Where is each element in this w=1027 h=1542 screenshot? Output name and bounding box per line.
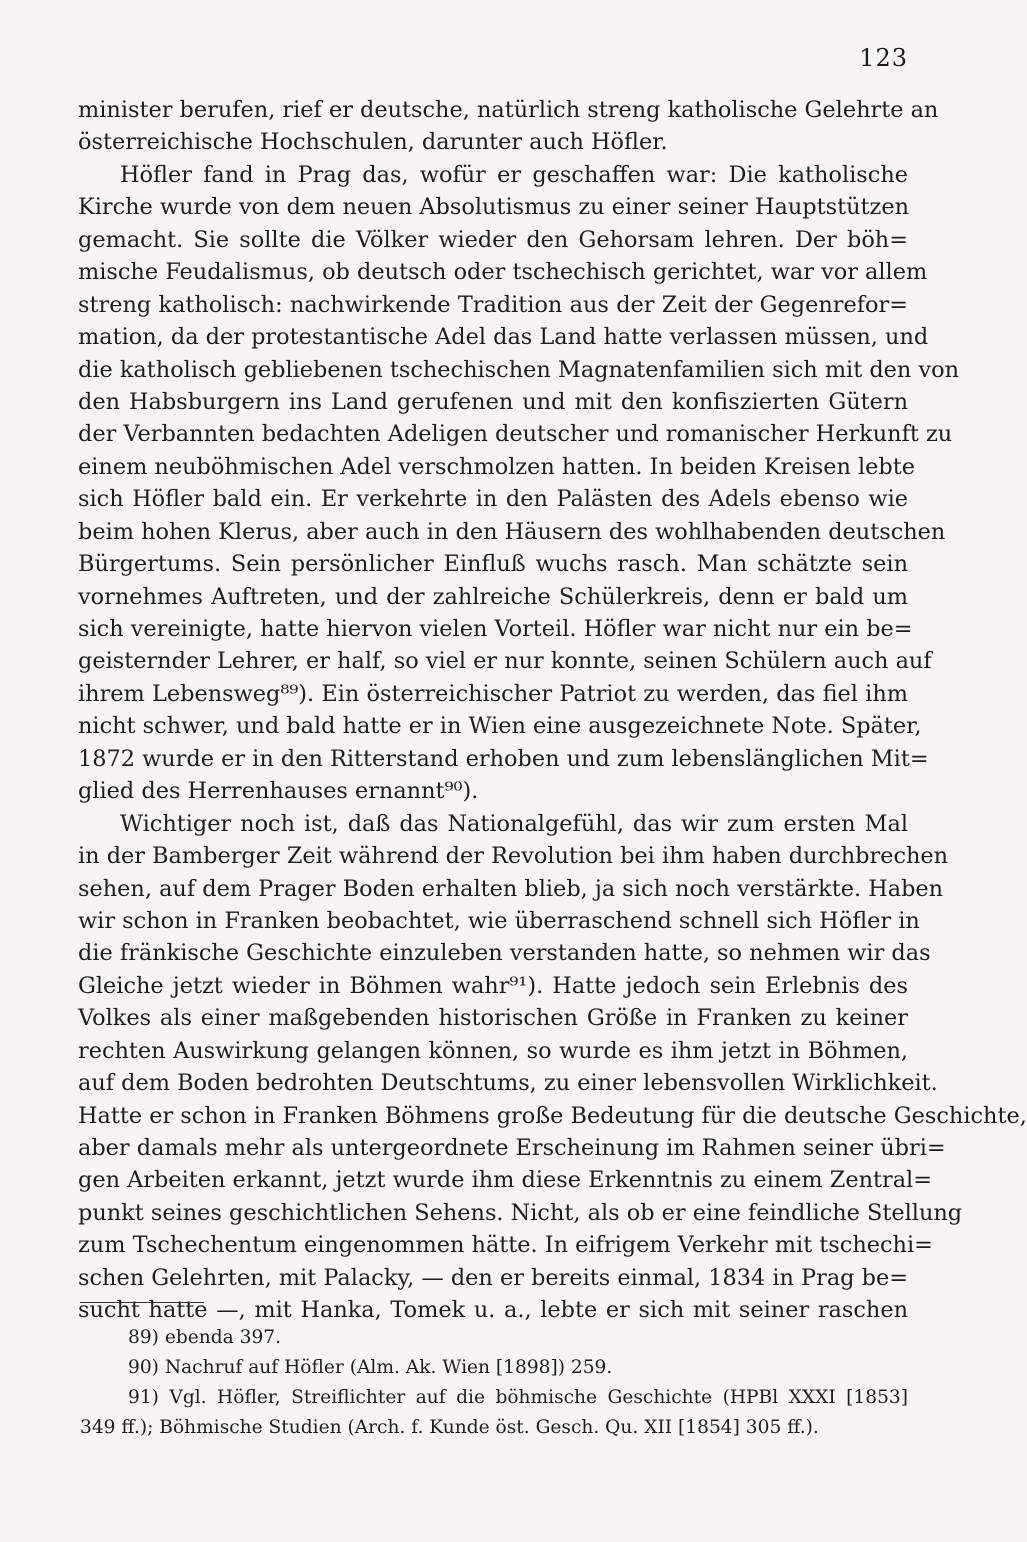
body-line: wir schon in Franken beobachtet, wie überraschend schnell sich Höfler in bbox=[78, 907, 920, 934]
body-line: Bürgertums. Sein persönlicher Einfluß wuchs rasch. Man schätzte sein bbox=[78, 551, 908, 578]
body-line: schen Gelehrten, mit Palacky, — den er bereits einmal, 1834 in Prag be= bbox=[78, 1264, 908, 1291]
body-line: sehen, auf dem Prager Boden erhalten blieb, ja sich noch verstärkte. Haben bbox=[78, 875, 944, 902]
body-line: 1872 wurde er in den Ritterstand erhoben und zum lebenslänglichen Mit= bbox=[78, 745, 929, 772]
body-line: zum Tschechentum eingenommen hätte. In eifrigem Verkehr mit tschechi= bbox=[78, 1232, 933, 1259]
body-line: in der Bamberger Zeit während der Revolution bei ihm haben durchbrechen bbox=[78, 843, 949, 870]
body-line: punkt seines geschichtlichen Sehens. Nicht, als ob er eine feindliche Stellung bbox=[78, 1199, 963, 1226]
footnote: 90) Nachruf auf Höfler (Alm. Ak. Wien [1898]) 259. bbox=[128, 1357, 613, 1378]
body-line: die fränkische Geschichte einzuleben verstanden hatte, so nehmen wir das bbox=[78, 940, 931, 967]
body-line: vornehmes Auftreten, und der zahlreiche Schülerkreis, denn er bald um bbox=[78, 583, 908, 610]
body-line: aber damals mehr als untergeordnete Erscheinung im Rahmen seiner übri= bbox=[78, 1135, 946, 1161]
footnote: 349 ff.); Böhmische Studien (Arch. f. Kunde öst. Gesch. Qu. XII [1854] 305 ff.). bbox=[80, 1417, 819, 1438]
body-line: sucht hatte —, mit Hanka, Tomek u. a., lebte er sich mit seiner raschen bbox=[78, 1297, 908, 1324]
body-line: Volkes als einer maßgebenden historischen Größe in Franken zu keiner bbox=[78, 1005, 908, 1032]
body-line: österreichische Hochschulen, darunter auch Höfler. bbox=[78, 129, 668, 156]
body-line: Hatte er schon in Franken Böhmens große Bedeutung für die deutsche Geschichte, bbox=[78, 1102, 1027, 1129]
body-line: minister berufen, rief er deutsche, natürlich streng katholische Gelehrte an bbox=[78, 97, 939, 123]
body-line: rechten Auswirkung gelangen können, so wurde es ihm jetzt in Böhmen, bbox=[78, 1037, 908, 1064]
body-line: sich vereinigte, hatte hiervon vielen Vorteil. Höfler war nicht nur ein be= bbox=[78, 616, 913, 642]
body-line: glied des Herrenhauses ernannt⁹⁰). bbox=[78, 778, 479, 805]
body-line: geisternder Lehrer, er half, so viel er nur konnte, seinen Schülern auch auf bbox=[78, 648, 932, 675]
footnotes bbox=[80, 1323, 908, 1443]
footnote-rule bbox=[80, 1302, 204, 1303]
body-line: Höfler fand in Prag das, wofür er geschaffen war: Die katholische bbox=[120, 161, 908, 188]
body-line: Gleiche jetzt wieder in Böhmen wahr⁹¹). Hatte jedoch sein Erlebnis des bbox=[78, 972, 908, 999]
body-line: mische Feudalismus, ob deutsch oder tschechisch gerichtet, war vor allem bbox=[78, 259, 928, 286]
body-line: der Verbannten bedachten Adeligen deutscher und romanischer Herkunft zu bbox=[78, 421, 953, 448]
body-line: ihrem Lebensweg⁸⁹). Ein österreichischer Patriot zu werden, das fiel ihm bbox=[78, 680, 908, 707]
body-line: nicht schwer, und bald hatte er in Wien eine ausgezeichnete Note. Später, bbox=[78, 713, 922, 740]
footnote: 89) ebenda 397. bbox=[128, 1327, 282, 1348]
body-line: beim hohen Klerus, aber auch in den Häusern des wohlhabenden deutschen bbox=[78, 518, 946, 545]
body-line: mation, da der protestantische Adel das Land hatte verlassen müssen, und bbox=[78, 324, 929, 351]
body-line: gen Arbeiten erkannt, jetzt wurde ihm diese Erkenntnis zu einem Zentral= bbox=[78, 1167, 932, 1194]
body-line: auf dem Boden bedrohten Deutschtums, zu einer lebensvollen Wirklichkeit. bbox=[78, 1070, 938, 1097]
body-line: Kirche wurde von dem neuen Absolutismus zu einer seiner Hauptstützen bbox=[78, 194, 909, 221]
body-line: sich Höfler bald ein. Er verkehrte in den Palästen des Adels ebenso wie bbox=[78, 486, 908, 513]
body-line: gemacht. Sie sollte die Völker wieder den Gehorsam lehren. Der böh= bbox=[78, 226, 908, 253]
body-line: Wichtiger noch ist, daß das Nationalgefühl, das wir zum ersten Mal bbox=[120, 810, 908, 837]
page-number: 123 bbox=[859, 44, 908, 72]
footnote: 91) Vgl. Höfler, Streiflichter auf die böhmische Geschichte (HPBl XXXI [1853] bbox=[128, 1387, 908, 1408]
body-line: einem neuböhmischen Adel verschmolzen hatten. In beiden Kreisen lebte bbox=[78, 453, 915, 480]
body-line: die katholisch gebliebenen tschechischen Magnatenfamilien sich mit den von bbox=[78, 356, 960, 383]
body-text bbox=[78, 94, 1027, 1327]
body-line: den Habsburgern ins Land gerufenen und mit den konfiszierten Gütern bbox=[78, 388, 908, 415]
body-line: streng katholisch: nachwirkende Tradition aus der Zeit der Gegenrefor= bbox=[78, 291, 908, 318]
